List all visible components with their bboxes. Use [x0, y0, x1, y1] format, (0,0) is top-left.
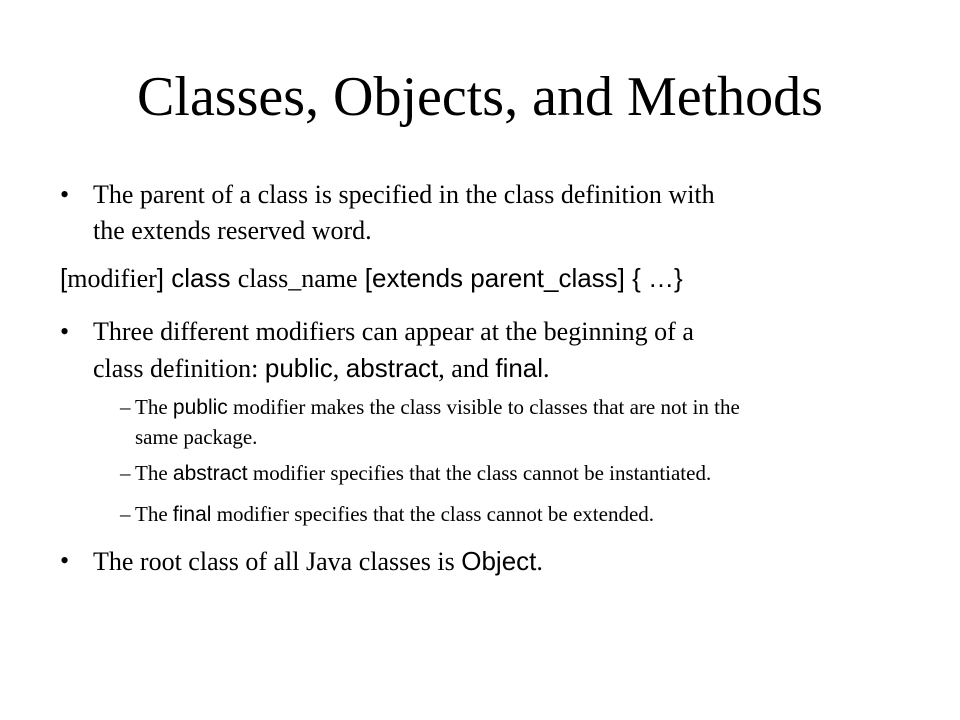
keyword-abstract: abstract — [345, 353, 439, 383]
syntax-class-keyword: ] class — [156, 263, 238, 293]
syntax-class-name: class_name — [237, 264, 358, 293]
sub-public-rest: modifier makes the class visible to classes that are not in the — [227, 395, 740, 419]
modifiers-prefix: class definition: — [93, 354, 265, 383]
sub-public-line2: same package. — [135, 425, 258, 449]
syntax-extends-part: [extends parent_class] { …} — [357, 263, 683, 293]
class-syntax-line — [60, 260, 683, 297]
keyword-final-sub: final — [172, 503, 212, 526]
sub-public-pre: The — [135, 395, 173, 419]
sub-final-pre: The — [135, 502, 173, 526]
sub-bullet-dash: – — [120, 461, 131, 485]
sub-bullet-dash: – — [120, 502, 131, 526]
and-text: , and — [438, 354, 496, 383]
root-period: . — [536, 547, 543, 576]
sub-bullet-dash: – — [120, 395, 131, 419]
keyword-public-sub: public — [172, 396, 228, 419]
syntax-modifier: modifier — [67, 264, 157, 293]
bullet-parent-line1: The parent of a class is specified in the class definition with — [93, 180, 715, 209]
keyword-public: public — [264, 353, 333, 383]
bullet-modifiers-line2 — [93, 350, 550, 387]
bullet-dot: • — [60, 180, 70, 209]
syntax-open-bracket: [ — [60, 263, 68, 293]
sub-final-rest: modifier specifies that the class cannot be extended. — [211, 502, 655, 526]
keyword-final: final — [495, 353, 544, 383]
sub-public-line1 — [135, 392, 740, 423]
bullet-modifiers-line1: Three different modifiers can appear at the beginning of a — [93, 317, 694, 346]
sub-abstract-pre: The — [135, 461, 173, 485]
root-text: The root class of all Java classes is — [93, 547, 462, 576]
sub-abstract-rest: modifier specifies that the class cannot be instantiated. — [247, 461, 712, 485]
slide-title: Classes, Objects, and Methods — [137, 66, 823, 128]
comma-text: , — [332, 354, 346, 383]
sub-abstract-line — [135, 458, 711, 489]
sub-final-line — [135, 499, 654, 530]
keyword-abstract-sub: abstract — [172, 462, 248, 485]
bullet-dot: • — [60, 546, 70, 575]
keyword-object: Object — [461, 546, 537, 576]
bullet-parent-line2: the extends reserved word. — [93, 216, 372, 245]
bullet-root-line — [93, 543, 543, 580]
bullet-dot: • — [60, 317, 70, 346]
period-text: . — [543, 354, 550, 383]
